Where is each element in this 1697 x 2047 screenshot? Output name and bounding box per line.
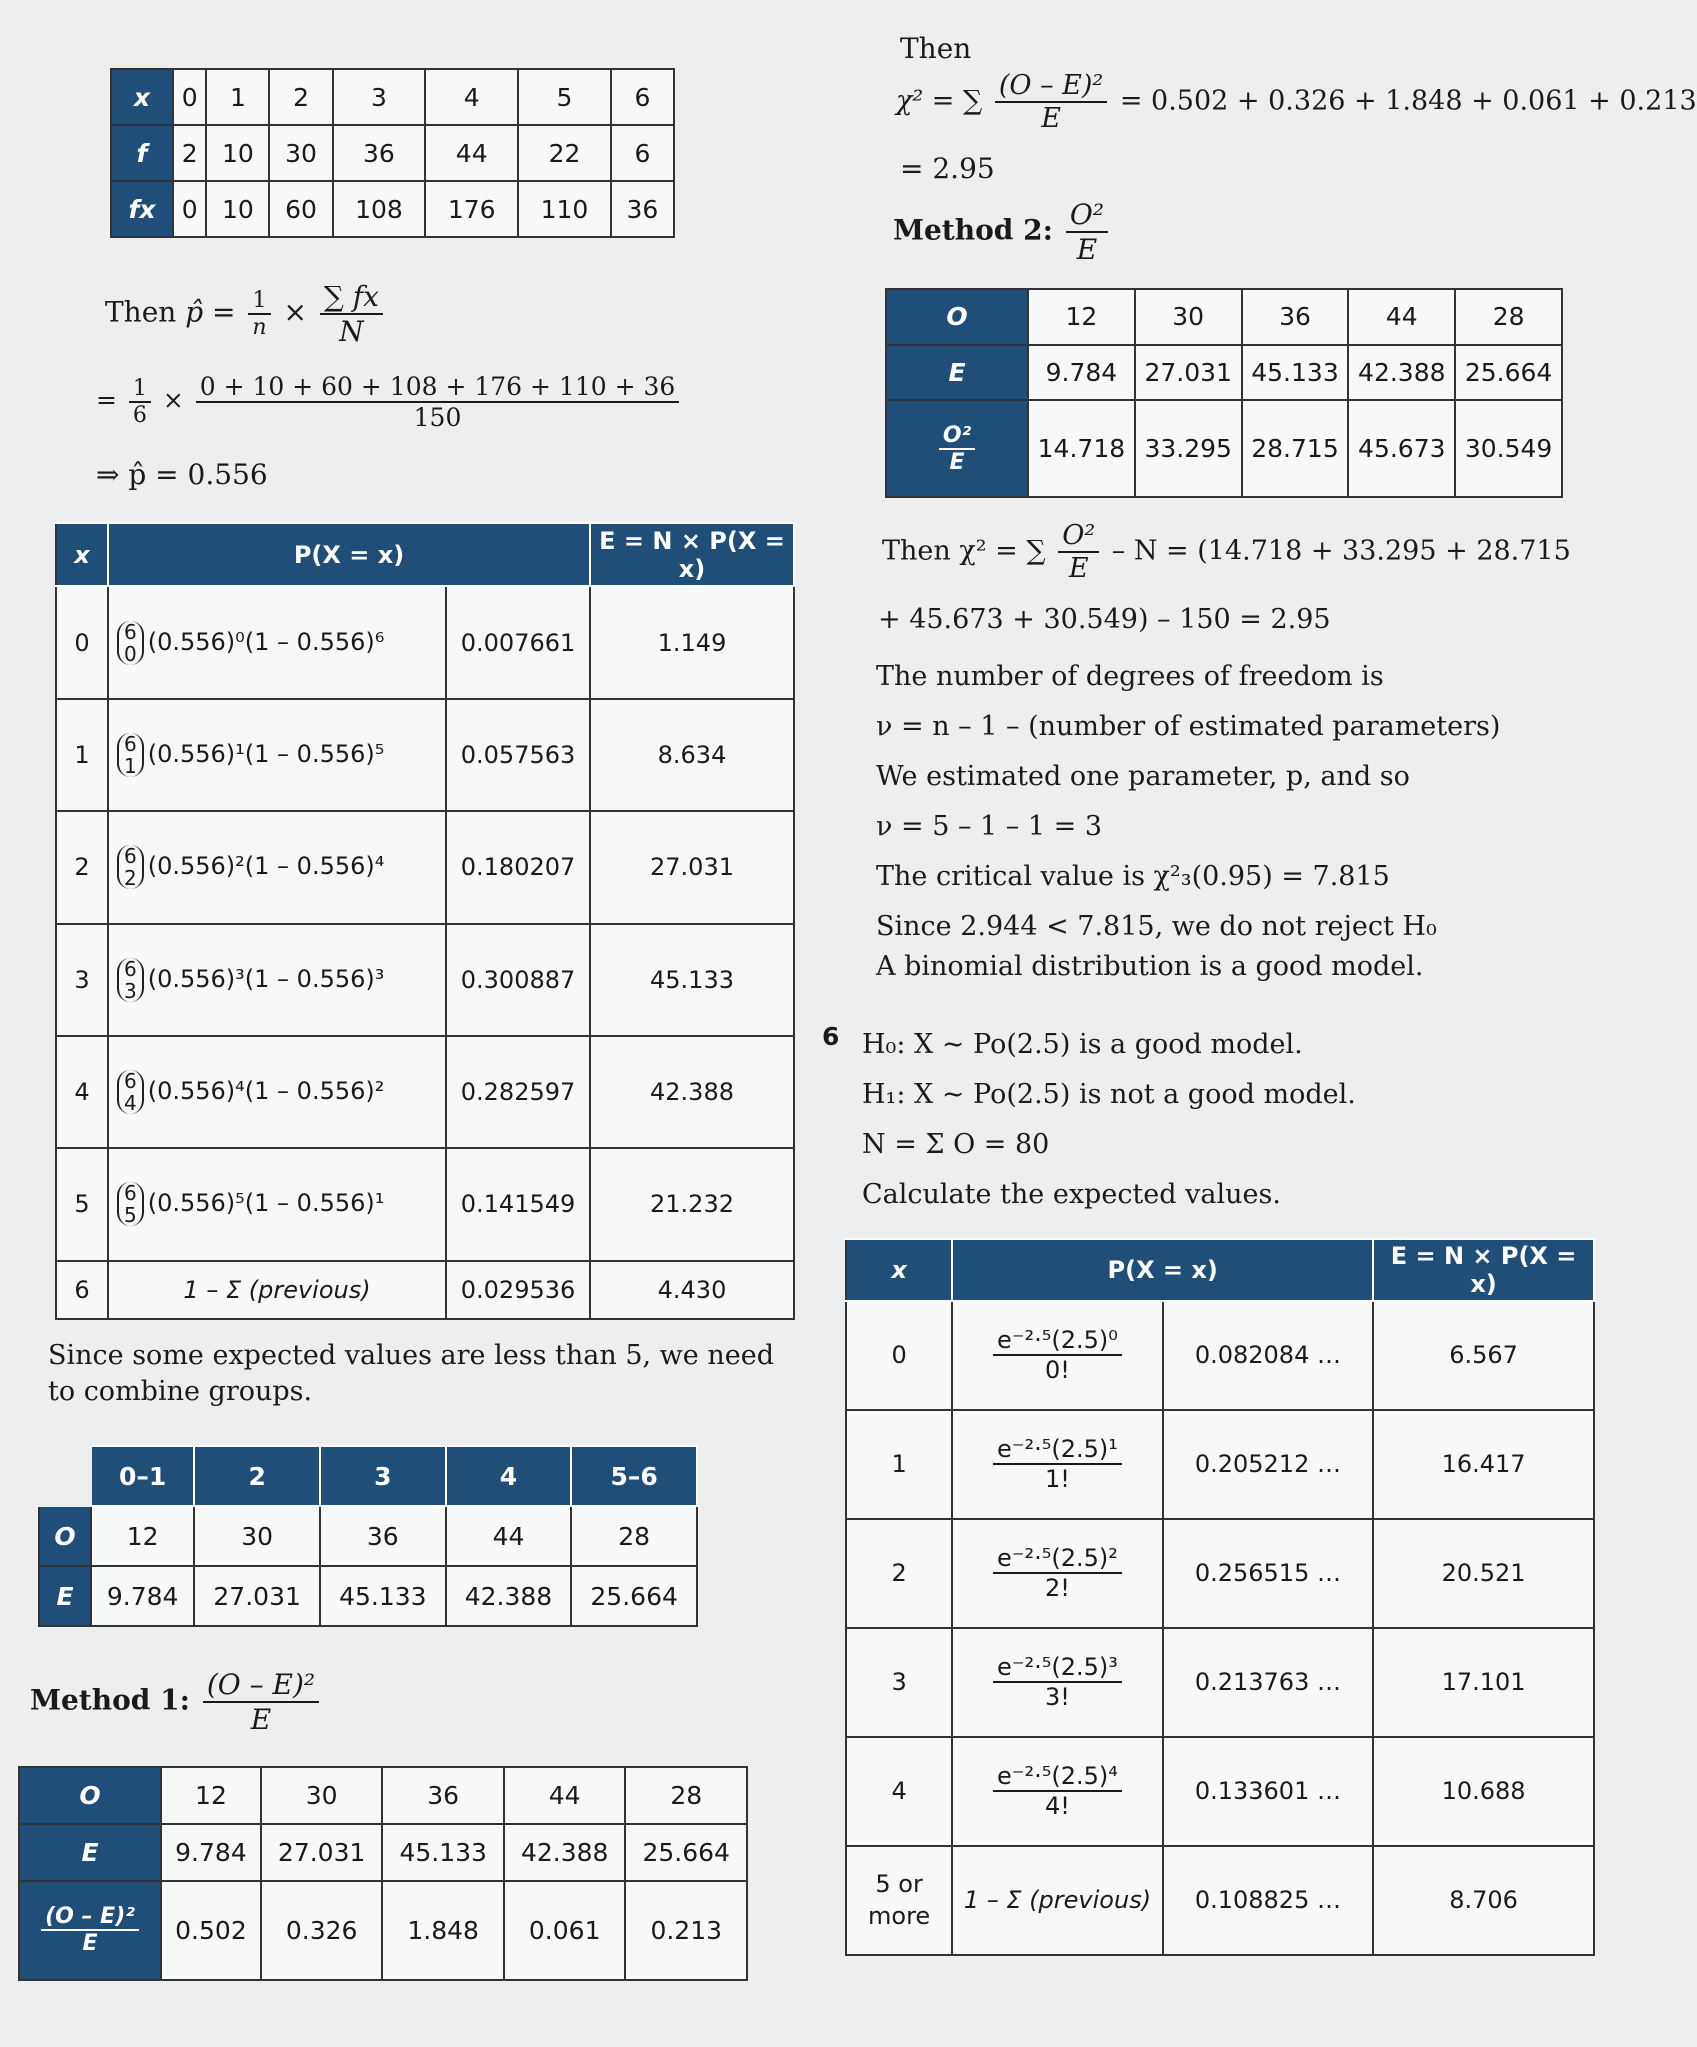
col-header: P(X = x) [952, 1239, 1373, 1301]
frac-den: 2! [1045, 1574, 1070, 1603]
table-cell: 10 [206, 125, 269, 181]
binom-row [56, 811, 794, 923]
o-row [886, 289, 1562, 345]
binom-k: 3 [124, 978, 137, 1003]
table-cell: 44 [1348, 289, 1455, 345]
frac-den: 150 [413, 403, 462, 432]
row-header: O [886, 289, 1028, 345]
expected-value: 21.232 [590, 1148, 794, 1260]
table-cell: 108 [333, 181, 426, 237]
table-cell: 36 [382, 1767, 504, 1824]
fraction [939, 423, 975, 475]
table-cell: 110 [518, 181, 611, 237]
result-value: 1.848 [382, 1881, 504, 1980]
n-line: N = Σ O = 80 [862, 1129, 1050, 1160]
table-cell: 42.388 [446, 1566, 572, 1626]
x-label: 5 or [875, 1870, 923, 1899]
table-cell: 25.664 [625, 1824, 747, 1881]
table-cell: 22 [518, 125, 611, 181]
expected-value: 6.567 [1373, 1301, 1594, 1410]
poisson-row [846, 1519, 1594, 1628]
table-cell: 6 [611, 69, 674, 125]
prob-expression [108, 1148, 446, 1260]
dof-block [876, 652, 1500, 992]
table-cell: 28 [625, 1767, 747, 1824]
binom-row [56, 1261, 794, 1319]
binomial-coefficient [117, 733, 144, 777]
table-cell: 25.664 [1455, 345, 1562, 401]
frac-num: 0 + 10 + 60 + 108 + 176 + 110 + 36 [196, 372, 680, 403]
binom-k: 2 [124, 866, 137, 891]
prob-expression [952, 1737, 1162, 1846]
row-header: E [39, 1566, 91, 1626]
row-header: E [886, 345, 1028, 401]
result-value: 0.326 [261, 1881, 383, 1980]
prob-expression [952, 1628, 1162, 1737]
prob-expression [108, 586, 446, 698]
probability: 0.057563 [446, 699, 590, 811]
expected-value: 27.031 [590, 811, 794, 923]
table-cell: 44 [446, 1506, 572, 1566]
expected-value: 17.101 [1373, 1628, 1594, 1737]
probability: 0.256515 … [1163, 1519, 1373, 1628]
fraction [993, 1326, 1122, 1384]
row-header: O [39, 1506, 91, 1566]
frac-num: e⁻²·⁵(2.5)¹ [993, 1435, 1122, 1465]
table-cell: 30 [194, 1506, 320, 1566]
expression: (0.556)³(1 – 0.556)³ [147, 964, 385, 993]
dof-line: ν = n – 1 – (number of estimated parameters) [876, 711, 1501, 742]
table-cell: 4 [846, 1737, 952, 1846]
binom-row [56, 1148, 794, 1260]
binomial-table [55, 522, 795, 1320]
col-header: E = N × P(X = x) [590, 523, 794, 586]
q6-block [862, 1020, 1356, 1220]
dof-line: Since 2.944 < 7.815, we do not reject H₀ [876, 911, 1437, 942]
table-cell: 2 [173, 125, 206, 181]
table-cell: 9.784 [1028, 345, 1135, 401]
phat-symbol: p̂ [185, 295, 204, 329]
expression: (0.556)⁵(1 – 0.556)¹ [147, 1189, 385, 1218]
poisson-row [846, 1737, 1594, 1846]
binom-n: 6 [124, 1069, 137, 1094]
binom-row [56, 586, 794, 698]
fraction [993, 1653, 1122, 1711]
dof-line: We estimated one parameter, p, and so [876, 761, 1410, 792]
row-header [19, 1881, 161, 1980]
header-row [39, 1446, 697, 1506]
col-header: E = N × P(X = x) [1373, 1239, 1594, 1301]
expression: (0.556)⁰(1 – 0.556)⁶ [147, 627, 385, 656]
table-cell: 1 [206, 69, 269, 125]
sum-values: = 0.502 + 0.326 + 1.848 + 0.061 + 0.213 [1119, 85, 1697, 117]
binom-row [56, 699, 794, 811]
row-header: x [111, 69, 173, 125]
table-cell: 28 [1455, 289, 1562, 345]
then-label: Then [105, 295, 177, 329]
col-header: x [56, 523, 108, 586]
frac-num: O² [939, 423, 975, 450]
table-cell: 3 [846, 1628, 952, 1737]
poisson-row [846, 1628, 1594, 1737]
e-row [886, 345, 1562, 401]
result-value: 45.673 [1348, 400, 1455, 497]
table-cell: 10 [206, 181, 269, 237]
expected-value: 10.688 [1373, 1737, 1594, 1846]
method2-table [885, 288, 1563, 498]
combined-table [38, 1445, 698, 1627]
dof-line: ν = 5 – 1 – 1 = 3 [876, 811, 1103, 842]
fraction [993, 1762, 1122, 1820]
chi2-method2-line1 [882, 520, 1571, 584]
table-cell: 2 [269, 69, 332, 125]
result-row [19, 1881, 747, 1980]
binom-k: 0 [124, 641, 137, 666]
table-cell: 44 [504, 1767, 626, 1824]
frac-num: (O – E)² [41, 1904, 139, 1931]
prob-expression [952, 1301, 1162, 1410]
frac-num: 1 [248, 288, 270, 315]
fraction [41, 1904, 139, 1956]
probability: 0.082084 … [1163, 1301, 1373, 1410]
result-value: 28.715 [1242, 400, 1349, 497]
col-header: 2 [194, 1446, 320, 1506]
frac-num: ∑ fx [320, 280, 383, 315]
row-header: E [19, 1824, 161, 1881]
row-header: f [111, 125, 173, 181]
result-value: 33.295 [1135, 400, 1242, 497]
frac-num: e⁻²·⁵(2.5)² [993, 1544, 1122, 1574]
prob-expression [952, 1410, 1162, 1519]
table-cell: 12 [91, 1506, 194, 1566]
expression: (0.556)⁴(1 – 0.556)² [147, 1077, 385, 1106]
frac-den: 3! [1045, 1683, 1070, 1712]
expected-value: 16.417 [1373, 1410, 1594, 1519]
o-row [39, 1506, 697, 1566]
binom-k: 1 [124, 753, 137, 778]
prob-expression [108, 811, 446, 923]
table-cell: 12 [1028, 289, 1135, 345]
table-cell: 1 [846, 1410, 952, 1519]
prob-expression [108, 699, 446, 811]
binom-n: 6 [124, 619, 137, 644]
table-cell: 30 [261, 1767, 383, 1824]
binom-row [56, 1036, 794, 1148]
dof-line: The critical value is χ²₃(0.95) = 7.815 [876, 861, 1390, 892]
col-header [39, 1446, 91, 1506]
table-cell: 36 [611, 181, 674, 237]
fraction [993, 1435, 1122, 1493]
method1-label [30, 1668, 323, 1736]
frac-den: 4! [1045, 1792, 1070, 1821]
table-cell: 5 [56, 1148, 108, 1260]
frac-den: 1! [1045, 1465, 1070, 1494]
binom-k: 5 [124, 1203, 137, 1228]
frac-den: 0! [1045, 1356, 1070, 1385]
phat-step2: = $\frac{1}{6}$ × $\frac{0 + 10 + 60 + 108 + 176 + 110 + 36}{150}$ [96, 372, 683, 432]
probability: 0.141549 [446, 1148, 590, 1260]
frac-den: E [1041, 103, 1061, 134]
table-cell: 0 [56, 586, 108, 698]
expected-value: 42.388 [590, 1036, 794, 1148]
row-header: O [19, 1767, 161, 1824]
expected-value: 8.706 [1373, 1846, 1594, 1955]
poisson-row [846, 1846, 1594, 1955]
frac-den: N [339, 315, 364, 348]
table-cell: 9.784 [91, 1566, 194, 1626]
freq-row [111, 125, 674, 181]
poisson-row [846, 1410, 1594, 1519]
row-header [886, 400, 1028, 497]
freq-row [111, 69, 674, 125]
col-header: 4 [446, 1446, 572, 1506]
table-cell: 27.031 [261, 1824, 383, 1881]
binomial-coefficient [117, 845, 144, 889]
phat-formula: Then p̂ = $\frac{1}{n}$ × $\frac{\sum fx}{N}$ [105, 280, 387, 348]
row-header: fx [111, 181, 173, 237]
frac-num: (O – E)² [995, 70, 1107, 103]
frac-num: O² [1058, 520, 1099, 553]
dof-line: The number of degrees of freedom is [876, 661, 1384, 692]
frac-den: E [82, 1931, 98, 1957]
result-row [886, 400, 1562, 497]
frac-num: (O – E)² [203, 1668, 319, 1703]
table-cell: 36 [333, 125, 426, 181]
frac-den: n [252, 315, 267, 340]
probability: 0.282597 [446, 1036, 590, 1148]
chi2-method2-line2: + 45.673 + 30.549) – 150 = 2.95 [878, 604, 1331, 635]
probability: 0.205212 … [1163, 1410, 1373, 1519]
method2-title: Method 2: [893, 213, 1053, 247]
result-value: 30.549 [1455, 400, 1562, 497]
question-number: 6 [822, 1022, 840, 1051]
table-cell: 6 [56, 1261, 108, 1319]
col-header: x [846, 1239, 952, 1301]
header-row [56, 523, 794, 586]
probability: 0.029536 [446, 1261, 590, 1319]
table-cell: 27.031 [1135, 345, 1242, 401]
method2-label [893, 198, 1112, 266]
table-cell: 0 [173, 69, 206, 125]
phat-result: ⇒ p̂ = 0.556 [96, 458, 268, 491]
table-cell: 25.664 [571, 1566, 697, 1626]
table-cell: 12 [161, 1767, 261, 1824]
dof-line: A binomial distribution is a good model. [876, 951, 1424, 982]
method1-title: Method 1: [30, 1683, 190, 1717]
expected-value: 4.430 [590, 1261, 794, 1319]
binom-k: 4 [124, 1091, 137, 1116]
table-cell: 9.784 [161, 1824, 261, 1881]
table-cell: 27.031 [194, 1566, 320, 1626]
fraction [993, 1544, 1122, 1602]
o-row [19, 1767, 747, 1824]
table-cell: 36 [1242, 289, 1349, 345]
result-value: 0.502 [161, 1881, 261, 1980]
frac-num: e⁻²·⁵(2.5)⁰ [993, 1326, 1122, 1356]
table-cell: 4 [425, 69, 518, 125]
binom-n: 6 [124, 1181, 137, 1206]
h0-line: H₀: X ~ Po(2.5) is a good model. [862, 1029, 1303, 1060]
binom-n: 6 [124, 731, 137, 756]
result-value: 0.213 [625, 1881, 747, 1980]
table-cell: 0 [173, 181, 206, 237]
table-cell: 3 [333, 69, 426, 125]
prob-expression: 1 – Σ (previous) [108, 1261, 446, 1319]
binomial-coefficient [117, 958, 144, 1002]
method1-table [18, 1766, 748, 1981]
probability: 0.180207 [446, 811, 590, 923]
frac-den: E [1076, 233, 1098, 266]
table-cell: 30 [1135, 289, 1242, 345]
table-cell: 45.133 [1242, 345, 1349, 401]
probability: 0.213763 … [1163, 1628, 1373, 1737]
table-cell: 2 [56, 811, 108, 923]
col-header: P(X = x) [108, 523, 590, 586]
prob-expression [952, 1519, 1162, 1628]
probability: 0.300887 [446, 924, 590, 1036]
table-cell: 44 [425, 125, 518, 181]
binom-n: 6 [124, 844, 137, 869]
header-row [846, 1239, 1594, 1301]
table-cell: 6 [611, 125, 674, 181]
chi-sum: χ² = ∑ [896, 85, 983, 117]
table-cell: 0 [846, 1301, 952, 1410]
frac-den: E [1068, 553, 1089, 584]
chi-sum: Then χ² = ∑ [882, 535, 1046, 567]
table-cell: 42.388 [504, 1824, 626, 1881]
table-cell: 4 [56, 1036, 108, 1148]
frac-num: e⁻²·⁵(2.5)³ [993, 1653, 1122, 1683]
expected-value: 45.133 [590, 924, 794, 1036]
chi-values: – N = (14.718 + 33.295 + 28.715 [1111, 535, 1571, 567]
col-header: 0–1 [91, 1446, 194, 1506]
frequency-table [110, 68, 675, 238]
chi2-method1-formula [896, 70, 1697, 134]
frac-den: E [250, 1703, 272, 1736]
prob-expression [108, 1036, 446, 1148]
table-cell: 30 [269, 125, 332, 181]
frac-den: 6 [132, 403, 147, 428]
prob-expression [108, 924, 446, 1036]
chi2-method1-result: = 2.95 [900, 152, 995, 185]
prob-expression: 1 – Σ (previous) [952, 1846, 1162, 1955]
table-cell: 1 [56, 699, 108, 811]
result-value: 0.061 [504, 1881, 626, 1980]
frac-num: O² [1066, 198, 1108, 233]
binomial-coefficient [117, 1070, 144, 1114]
table-cell: 176 [425, 181, 518, 237]
combine-text: Since some expected values are less than 5, we need to combine groups. [48, 1340, 774, 1407]
freq-row [111, 181, 674, 237]
e-row [19, 1824, 747, 1881]
frac-num: e⁻²·⁵(2.5)⁴ [993, 1762, 1122, 1792]
expression: (0.556)¹(1 – 0.556)⁵ [147, 739, 385, 768]
probability: 0.007661 [446, 586, 590, 698]
table-cell: 36 [320, 1506, 446, 1566]
table-cell: 3 [56, 924, 108, 1036]
expected-value: 20.521 [1373, 1519, 1594, 1628]
expression: (0.556)²(1 – 0.556)⁴ [147, 852, 385, 881]
binom-row [56, 924, 794, 1036]
table-cell: 60 [269, 181, 332, 237]
h1-line: H₁: X ~ Po(2.5) is not a good model. [862, 1079, 1356, 1110]
table-cell: 45.133 [382, 1824, 504, 1881]
probability: 0.133601 … [1163, 1737, 1373, 1846]
result-value: 14.718 [1028, 400, 1135, 497]
expected-value: 1.149 [590, 586, 794, 698]
col-header: 3 [320, 1446, 446, 1506]
table-cell: 45.133 [320, 1566, 446, 1626]
binom-n: 6 [124, 956, 137, 981]
poisson-row [846, 1301, 1594, 1410]
table-cell: 5 [518, 69, 611, 125]
right-then: Then [900, 32, 972, 65]
poisson-table [845, 1238, 1595, 1956]
binomial-coefficient [117, 1182, 144, 1226]
table-cell: 2 [846, 1519, 952, 1628]
probability: 0.108825 … [1163, 1846, 1373, 1955]
frac-num: 1 [129, 376, 151, 403]
frac-den: E [949, 449, 965, 475]
x-label: more [868, 1902, 931, 1931]
table-cell: 42.388 [1348, 345, 1455, 401]
table-cell [846, 1846, 952, 1955]
calc-line: Calculate the expected values. [862, 1179, 1281, 1210]
binomial-coefficient [117, 621, 144, 665]
table-cell: 28 [571, 1506, 697, 1566]
col-header: 5–6 [571, 1446, 697, 1506]
e-row [39, 1566, 697, 1626]
expected-value: 8.634 [590, 699, 794, 811]
